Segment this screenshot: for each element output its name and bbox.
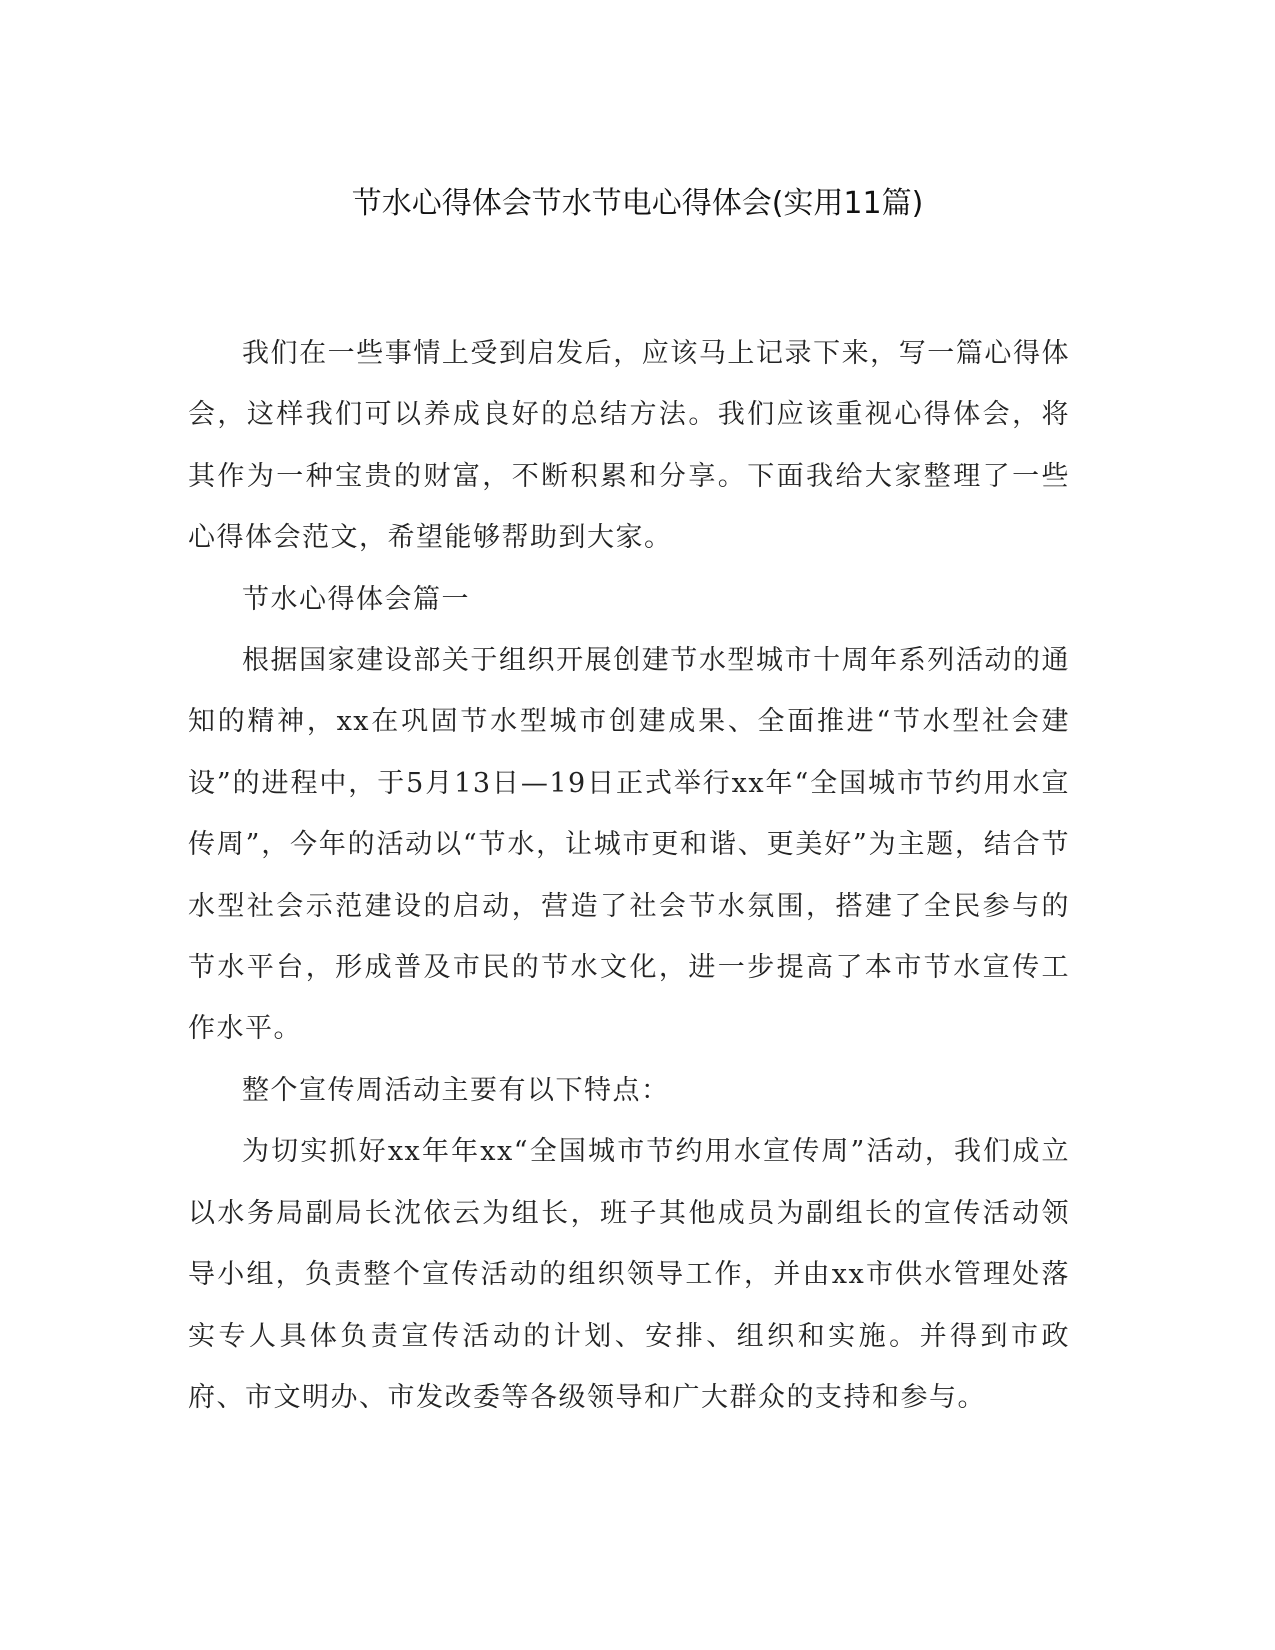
body-paragraph: 根据国家建设部关于组织开展创建节水型城市十周年系列活动的通知的精神，xx在巩固节水型城市创建成果、全面推进“节水型社会建设”的进程中，于5月13日—19日正式举行xx年“全国城市节约用水宣传周”，今年的活动以“节水，让城市更和谐、更美好”为主题，结合节水型社会示范建设的启动，营造了社会节水氛围，搭建了全民参与的节水平台，形成普及市民的节水文化，进一步提高了本市节水宣传工作水平。 (188, 645, 1070, 1045)
body-paragraph: 整个宣传周活动主要有以下特点： (242, 1074, 670, 1106)
body-paragraph: 为切实抓好xx年年xx“全国城市节约用水宣传周”活动，我们成立以水务局副局长沈依云为组长，班子其他成员为副组长的宣传活动领导小组，负责整个宣传活动的组织领导工作，并由xx市供水管理处落实专人具体负责宣传活动的计划、安排、组织和实施。并得到市政府、市文明办、市发改委等各级领导和广大群众的支持和参与。 (188, 1136, 1070, 1413)
intro-paragraph: 我们在一些事情上受到启发后，应该马上记录下来，写一篇心得体会，这样我们可以养成良好的总结方法。我们应该重视心得体会，将其作为一种宝贵的财富，不断积累和分享。下面我给大家整理了一些心得体会范文，希望能够帮助到大家。 (188, 338, 1070, 554)
section-heading: 节水心得体会篇一 (242, 583, 470, 615)
document-body (188, 323, 1070, 1428)
document-title: 节水心得体会节水节电心得体会(实用11篇) (351, 186, 924, 221)
